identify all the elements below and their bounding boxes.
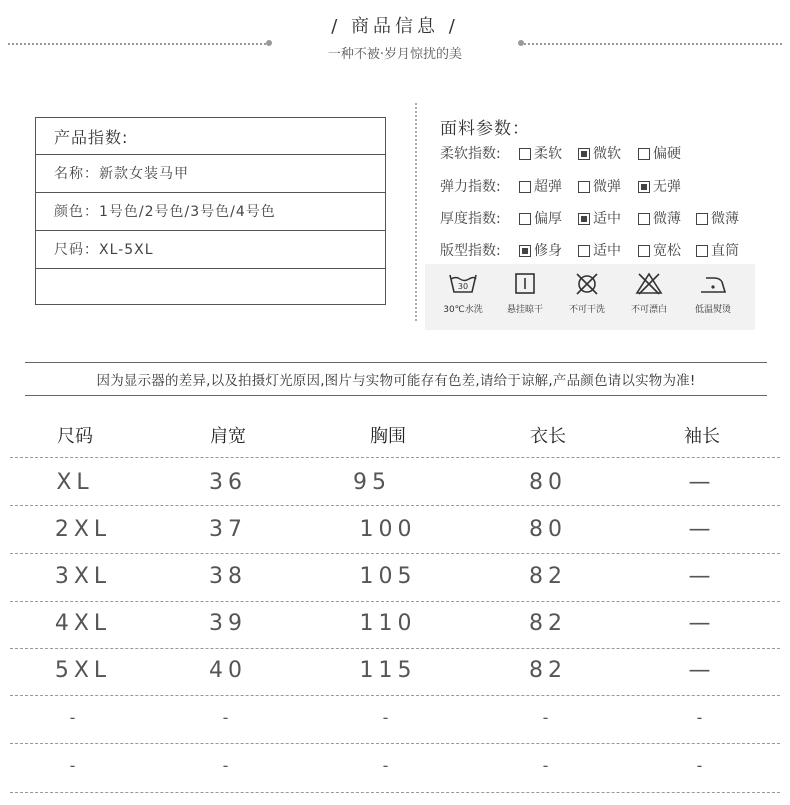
cell-shoulder: 40 (209, 658, 247, 683)
care-label: 低温熨烫 (694, 305, 731, 315)
fabric-row-fit (440, 240, 739, 262)
cell-length: - (542, 708, 554, 727)
cell-bust: 105 (359, 564, 417, 589)
cell-bust: 100 (359, 517, 417, 542)
product-info-table (35, 117, 386, 305)
checkbox-icon (638, 245, 650, 257)
cell-size: 4XL (54, 611, 112, 636)
cell-shoulder: 38 (209, 564, 247, 589)
header-length: 衣长 (530, 426, 566, 447)
svg-text:30: 30 (457, 282, 469, 291)
cell-sleeve: — (688, 517, 716, 542)
checkbox-icon (638, 213, 650, 225)
care-item (619, 272, 679, 315)
cell-bust: 110 (359, 611, 417, 636)
checkbox-icon (578, 181, 590, 193)
product-info-title: 产品指数: (36, 118, 385, 155)
cell-length: - (542, 756, 554, 775)
fabric-row-label: 厚度指数: (440, 211, 501, 227)
checkbox-icon (696, 245, 708, 257)
row-separator (10, 743, 780, 744)
fabric-option: 适中 (578, 240, 621, 262)
checkbox-icon (519, 181, 531, 193)
cell-size: 3XL (54, 564, 112, 589)
checkbox-checked-icon (638, 181, 650, 193)
product-name: 名称：新款女装马甲 (36, 155, 385, 193)
fabric-option: 微弹 (578, 176, 621, 198)
header-bust: 胸围 (370, 426, 406, 447)
fabric-row-elasticity (440, 176, 681, 198)
cell-length: 82 (529, 564, 567, 589)
fabric-option: 超弹 (519, 176, 562, 198)
fabric-row-label: 版型指数: (440, 243, 501, 259)
cell-size: - (69, 756, 81, 775)
fabric-row-label: 柔软指数: (440, 146, 501, 162)
hang-dry-icon (510, 272, 540, 296)
fabric-option: 微薄 (638, 208, 681, 230)
checkbox-icon (696, 213, 708, 225)
fabric-option: 柔软 (519, 143, 562, 165)
color-notice: 因为显示器的差异,以及拍摄灯光原因,图片与实物可能存有色差,请给于谅解,产品颜色请以实物为准! (96, 373, 696, 389)
fabric-option: 偏硬 (638, 143, 681, 165)
cell-shoulder: - (222, 708, 234, 727)
cell-sleeve: - (696, 756, 708, 775)
fabric-row-thickness (440, 208, 739, 230)
page-title: / 商品信息 / (331, 16, 459, 37)
care-item (433, 272, 493, 315)
cell-length: 82 (529, 611, 567, 636)
fabric-option: 无弹 (638, 176, 681, 198)
cell-size: XL (56, 470, 94, 495)
row-separator (10, 457, 780, 458)
care-item (557, 272, 617, 315)
cell-bust: - (382, 756, 394, 775)
cell-bust: 95 (353, 470, 391, 495)
notice-divider-bottom (25, 395, 767, 396)
fabric-title: 面料参数： (440, 119, 530, 139)
header-shoulder: 肩宽 (210, 426, 246, 447)
checkbox-checked-icon (519, 245, 531, 257)
wash-30-icon (448, 272, 478, 296)
row-separator (10, 792, 780, 793)
care-label: 悬挂晾干 (506, 305, 543, 315)
cell-bust: 115 (359, 658, 417, 683)
cell-bust: - (382, 708, 394, 727)
checkbox-checked-icon (578, 213, 590, 225)
fabric-option: 偏厚 (519, 208, 562, 230)
row-separator (10, 601, 780, 602)
no-bleach-icon (634, 272, 664, 296)
checkbox-checked-icon (578, 148, 590, 160)
care-label: 30℃水洗 (443, 305, 483, 315)
checkbox-icon (638, 148, 650, 160)
cell-shoulder: 37 (209, 517, 247, 542)
low-iron-icon (698, 272, 728, 296)
fabric-row-label: 弹力指数: (440, 179, 501, 195)
cell-size: - (69, 708, 81, 727)
care-label: 不可干洗 (568, 305, 605, 315)
fabric-option: 修身 (519, 240, 562, 262)
fabric-row-softness (440, 143, 681, 165)
care-item (495, 272, 555, 315)
notice-divider-top (25, 362, 767, 363)
page-subtitle: 一种不被·岁月惊扰的美 (327, 47, 463, 62)
cell-sleeve: - (696, 708, 708, 727)
row-separator (10, 648, 780, 649)
cell-sleeve: — (688, 658, 716, 683)
cell-size: 5XL (54, 658, 112, 683)
care-item (683, 272, 743, 315)
fabric-option: 适中 (578, 208, 621, 230)
care-label: 不可漂白 (630, 305, 667, 315)
fabric-option: 宽松 (638, 240, 681, 262)
fabric-option: 微薄 (696, 208, 739, 230)
cell-shoulder: - (222, 756, 234, 775)
header-sleeve: 袖长 (684, 426, 720, 447)
cell-sleeve: — (688, 564, 716, 589)
header-size: 尺码 (57, 426, 93, 447)
row-separator (10, 505, 780, 506)
checkbox-icon (519, 148, 531, 160)
cell-shoulder: 39 (209, 611, 247, 636)
fabric-option: 直筒 (696, 240, 739, 262)
care-instructions (425, 264, 755, 330)
checkbox-icon (519, 213, 531, 225)
row-separator (10, 553, 780, 554)
no-tumble-dry-icon (572, 272, 602, 296)
cell-length: 80 (529, 470, 567, 495)
cell-sleeve: — (688, 470, 716, 495)
product-empty-row (36, 269, 385, 305)
cell-shoulder: 36 (209, 470, 247, 495)
cell-size: 2XL (54, 517, 112, 542)
row-separator (10, 695, 780, 696)
product-color: 颜色：1号色/2号色/3号色/4号色 (36, 193, 385, 231)
cell-sleeve: — (688, 611, 716, 636)
section-divider (415, 103, 417, 321)
checkbox-icon (578, 245, 590, 257)
fabric-option: 微软 (578, 143, 621, 165)
cell-length: 80 (529, 517, 567, 542)
product-size: 尺码：XL-5XL (36, 231, 385, 269)
cell-length: 82 (529, 658, 567, 683)
